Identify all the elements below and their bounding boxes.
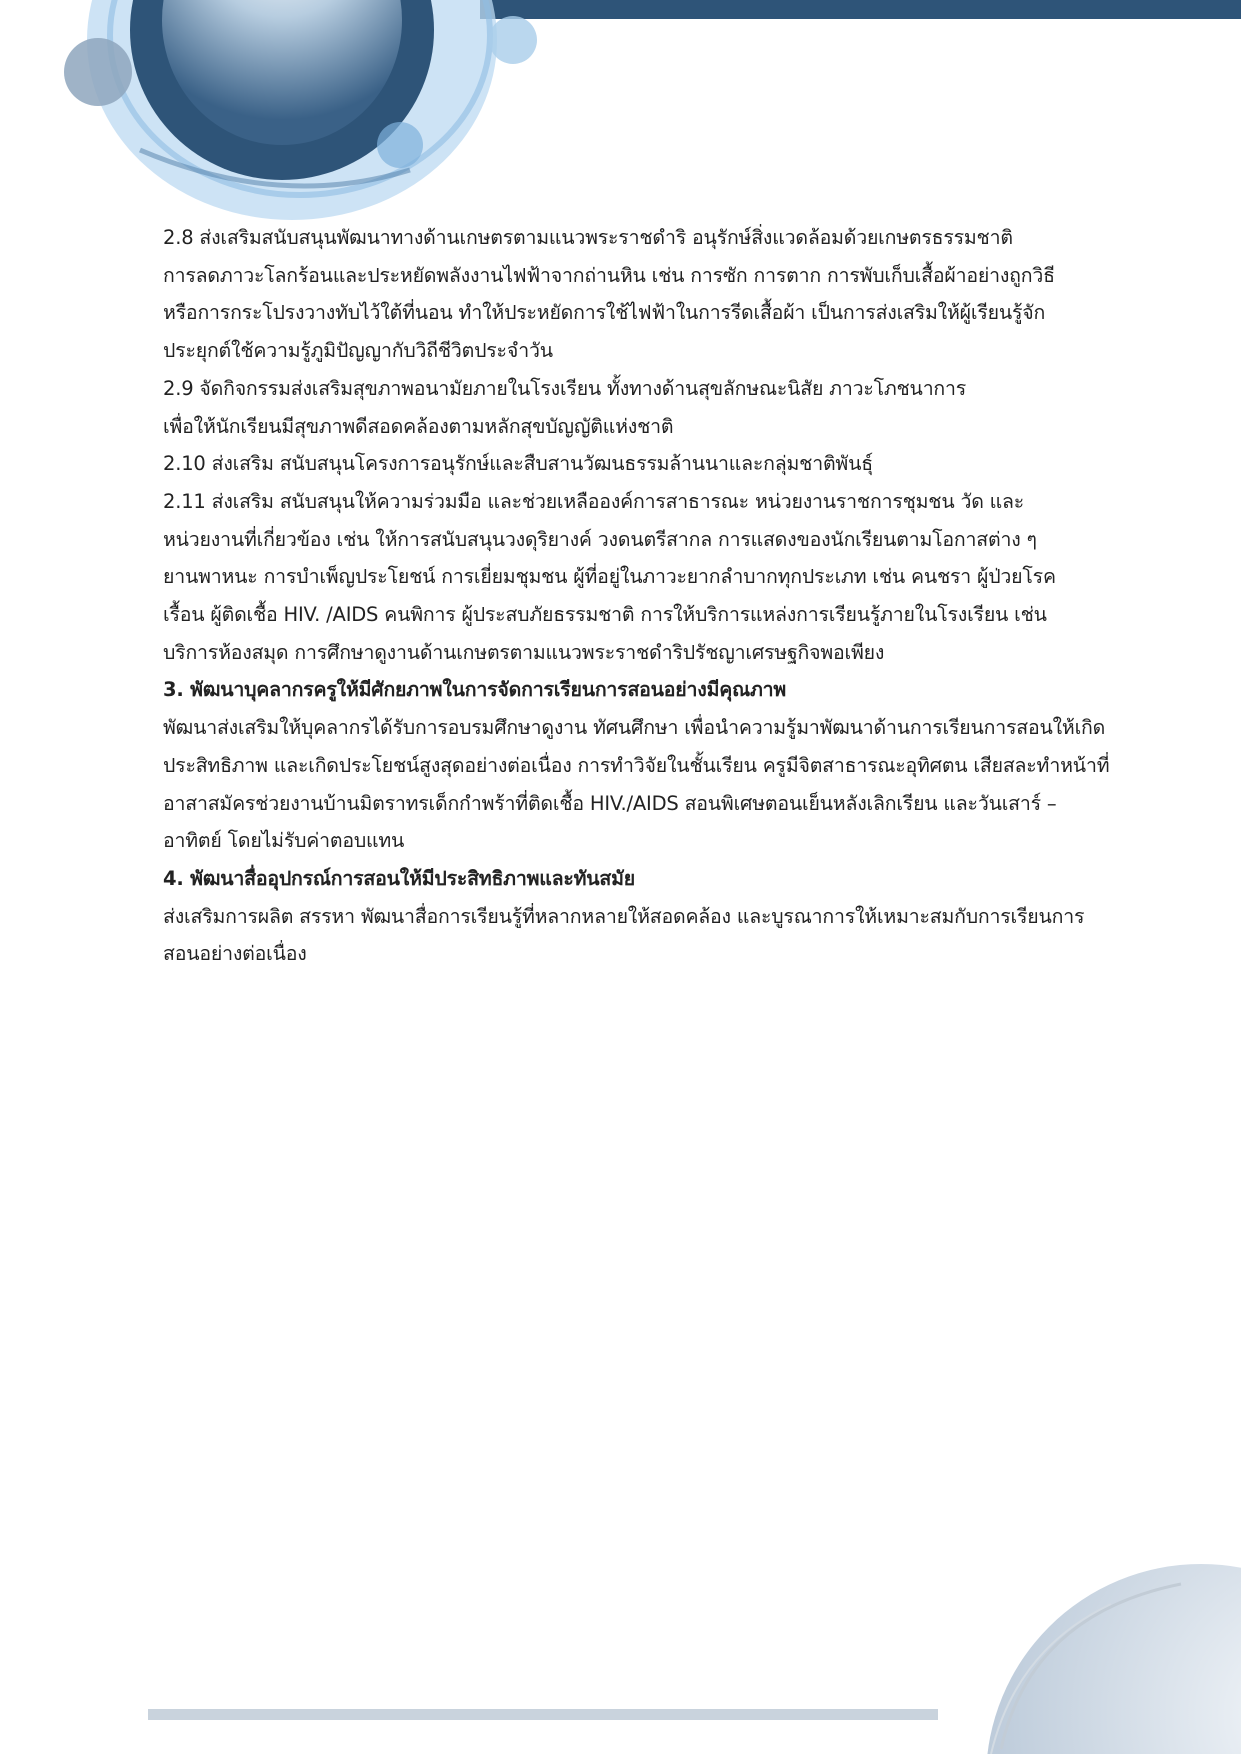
section-heading <box>163 860 1183 898</box>
text-line: 2.8 ส่งเสริมสนับสนุนพัฒนาทางด้านเกษตรตามแนวพระราชดำริ อนุรักษ์สิ่งแวดล้อมด้วยเกษตรธรรมชาติ <box>163 226 1013 249</box>
text-line: 2.11 ส่งเสริม สนับสนุนให้ความร่วมมือ และช่วยเหลือองค์การสาธารณะ หน่วยงานราชการชุมชน วัด และ <box>163 489 1025 513</box>
text-line: พัฒนาส่งเสริมให้บุคลากรได้รับการอบรมศึกษาดูงาน ทัศนศึกษา เพื่อนำความรู้มาพัฒนาด้านการเรียนการสอนให้เกิด <box>163 716 1106 740</box>
body-paragraph <box>163 898 1183 973</box>
text-line: หรือการกระโปรงวางทับไว้ใต้ที่นอน ทำให้ประหยัดการใช้ไฟฟ้าในการรีดเสื้อผ้า เป็นการส่งเสริมให้ผู้เรียนรู้จัก <box>163 301 1046 325</box>
body-paragraph <box>163 219 1183 370</box>
body-paragraph <box>163 370 1183 445</box>
body-paragraph <box>163 709 1183 860</box>
header-bar <box>480 0 1241 19</box>
text-line: สอนอย่างต่อเนื่อง <box>163 942 307 966</box>
body-paragraph <box>163 483 1183 672</box>
header-circle-decoration <box>0 0 560 230</box>
text-line: เพื่อให้นักเรียนมีสุขภาพดีสอดคล้องตามหลักสุขบัญญัติแห่งชาติ <box>163 414 674 438</box>
text-line: 4. พัฒนาสื่ออุปกรณ์การสอนให้มีประสิทธิภาพและทันสมัย <box>163 866 635 890</box>
text-line: ยานพาหนะ การบำเพ็ญประโยชน์ การเยี่ยมชุมชน ผู้ที่อยู่ในภาวะยากลำบากทุกประเภท เช่น คนชรา ผู้ป่วยโรค <box>163 565 1056 589</box>
footer-rule <box>148 1709 938 1720</box>
text-line: 3. พัฒนาบุคลากรครูให้มีศักยภาพในการจัดการเรียนการสอนอย่างมีคุณภาพ <box>163 678 787 702</box>
document-body <box>163 219 1183 973</box>
footer-circle-decoration <box>911 1554 1241 1754</box>
body-paragraph <box>163 445 1183 483</box>
text-line: หน่วยงานที่เกี่ยวข้อง เช่น ให้การสนับสนุนวงดุริยางค์ วงดนตรีสากล การแสดงของนักเรียนตามโอกาสต่าง ๆ <box>163 527 1037 551</box>
text-line: เรื้อน ผู้ติดเชื้อ HIV. /AIDS คนพิการ ผู้ประสบภัยธรรมชาติ การให้บริการแหล่งการเรียนรู้ภายในโรงเรียน เช่น <box>163 603 1047 627</box>
section-heading <box>163 671 1183 709</box>
text-line: 2.9 จัดกิจกรรมส่งเสริมสุขภาพอนามัยภายในโรงเรียน ทั้งทางด้านสุขลักษณะนิสัย ภาวะโภชนาการ <box>163 376 967 400</box>
text-line: ประยุกต์ใช้ความรู้ภูมิปัญญากับวิถีชีวิตประจำวัน <box>163 339 553 363</box>
text-line: อาสาสมัครช่วยงานบ้านมิตราทรเด็กกำพร้าที่ติดเชื้อ HIV./AIDS สอนพิเศษตอนเย็นหลังเลิกเรียน และวันเสาร์ – <box>163 791 1057 815</box>
text-line: 2.10 ส่งเสริม สนับสนุนโครงการอนุรักษ์และสืบสานวัฒนธรรมล้านนาและกลุ่มชาติพันธุ์ <box>163 452 873 476</box>
text-line: ส่งเสริมการผลิต สรรหา พัฒนาสื่อการเรียนรู้ที่หลากหลายให้สอดคล้อง และบูรณาการให้เหมาะสมกับการเรียนการ <box>163 904 1085 928</box>
text-line: อาทิตย์ โดยไม่รับค่าตอบแทน <box>163 829 405 853</box>
text-line: การลดภาวะโลกร้อนและประหยัดพลังงานไฟฟ้าจากถ่านหิน เช่น การซัก การตาก การพับเก็บเสื้อผ้าอย่างถูกวิธี <box>163 263 1055 287</box>
text-line: บริการห้องสมุด การศึกษาดูงานด้านเกษตรตามแนวพระราชดำริปรัชญาเศรษฐกิจพอเพียง <box>163 640 885 664</box>
text-line: ประสิทธิภาพ และเกิดประโยชน์สูงสุดอย่างต่อเนื่อง การทำวิจัยในชั้นเรียน ครูมีจิตสาธารณะอุทิศตน เสียสละทำหน้าที่ <box>163 753 1110 777</box>
